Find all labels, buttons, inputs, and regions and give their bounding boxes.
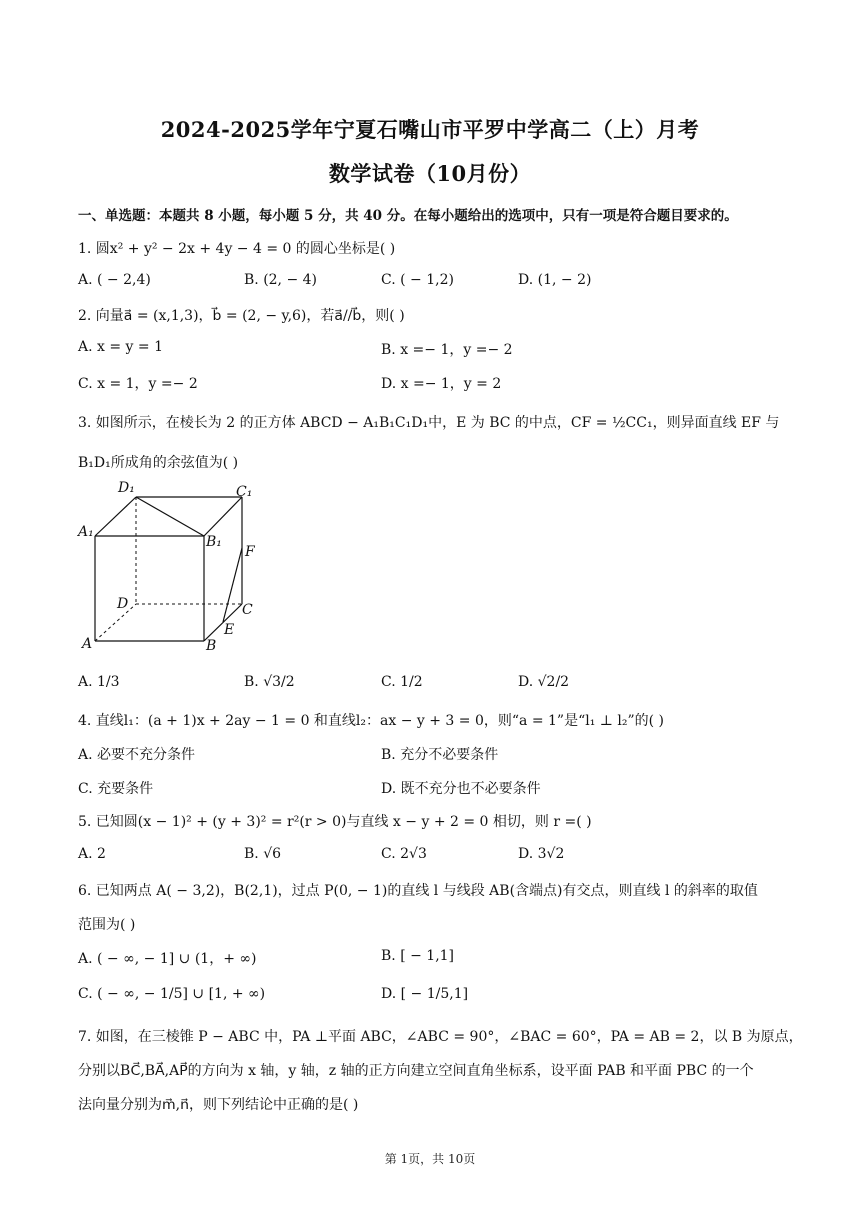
q1-option-c: C. ( − 1,2) [381,272,454,288]
question-7-stem-line3: 法向量分别为m⃗,n⃗，则下列结论中正确的是( ) [78,1097,359,1113]
edge-b-c [204,604,242,641]
label-c1: C₁ [236,484,253,500]
label-e: E [224,622,235,638]
question-3-stem-line1: 3. 如图所示，在棱长为 2 的正方体 ABCD − A₁B₁C₁D₁中，E 为 BC 的中点，CF = ½CC₁，则异面直线 EF 与 [78,415,780,431]
q5-option-d: D. 3√2 [518,846,565,862]
segment-ef [223,548,242,622]
q3-option-c: C. 1/2 [381,674,423,690]
page-footer: 第 1页，共 10页 [384,1152,476,1166]
exam-subtitle: 数学试卷（10月份） [328,161,532,186]
q4-option-a: A. 必要不充分条件 [78,747,196,763]
q4-option-d: D. 既不充分也不必要条件 [381,781,541,797]
edge-b1-c1 [204,497,242,536]
label-f: F [245,544,255,560]
question-3-stem-line2: B₁D₁所成角的余弦值为( ) [78,455,239,471]
q6-option-c: C. ( − ∞, − 1/5] ∪ [1, + ∞) [78,986,266,1002]
question-1-stem: 1. 圆x² + y² − 2x + 4y − 4 = 0 的圆心坐标是( ) [78,241,396,257]
q5-option-a: A. 2 [78,846,106,862]
question-2-stem: 2. 向量a⃗ = (x,1,3)，b⃗ = (2, − y,6)，若a⃗//b⃗，则( ) [78,308,405,324]
q5-option-b: B. √6 [244,846,282,862]
question-7-stem-line2: 分别以BC⃗,BA⃗,AP⃗的方向为 x 轴，y 轴，z 轴的正方向建立空间直角坐标系，设平面 PAB 和平面 PBC 的一个 [78,1063,754,1079]
question-6-stem-line1: 6. 已知两点 A( − 3,2)，B(2,1)，过点 P(0, − 1)的直线 l 与线段 AB(含端点)有交点，则直线 l 的斜率的取值 [78,883,758,899]
section-heading: 一、单选题：本题共 8 小题，每小题 5 分，共 40 分。在每小题给出的选项中，只有一项是符合题目要求的。 [78,208,738,224]
q2-option-d: D. x =− 1，y = 2 [381,376,502,392]
q4-option-c: C. 充要条件 [78,781,154,797]
q6-option-d: D. [ − 1/5,1] [381,986,469,1002]
label-a: A [82,636,93,652]
question-6-stem-line2: 范围为( ) [78,917,136,933]
q3-option-a: A. 1/3 [78,674,120,690]
question-4-stem: 4. 直线l₁：(a + 1)x + 2ay − 1 = 0 和直线l₂：ax − y + 3 = 0，则“a = 1”是“l₁ ⊥ l₂”的( ) [78,713,665,729]
q1-option-d: D. (1, − 2) [518,272,592,288]
label-a1: A₁ [78,524,94,540]
label-c: C [242,602,253,618]
q2-option-b: B. x =− 1，y =− 2 [381,342,513,358]
cube-figure [74,476,274,656]
question-7-stem-line1: 7. 如图，在三棱锥 P − ABC 中，PA ⊥平面 ABC，∠ABC = 90°，∠BAC = 60°，PA = AB = 2，以 B 为原点， [78,1029,803,1045]
q6-option-b: B. [ − 1,1] [381,948,455,964]
q3-option-b: B. √3/2 [244,674,295,690]
label-d1: D₁ [118,480,135,496]
question-5-stem: 5. 已知圆(x − 1)² + (y + 3)² = r²(r > 0)与直线 x − y + 2 = 0 相切，则 r =( ) [78,814,592,830]
exam-title: 2024-2025学年宁夏石嘴山市平罗中学高二（上）月考 [160,117,700,142]
q1-option-a: A. ( − 2,4) [78,272,151,288]
label-b1: B₁ [206,534,222,550]
label-b: B [206,638,217,654]
q5-option-c: C. 2√3 [381,846,427,862]
q2-option-c: C. x = 1，y =− 2 [78,376,198,392]
q3-option-d: D. √2/2 [518,674,570,690]
q1-option-b: B. (2, − 4) [244,272,318,288]
edge-d1-b1 [136,497,204,536]
edge-a1-d1 [95,497,136,536]
q4-option-b: B. 充分不必要条件 [381,747,499,763]
q6-option-a: A. ( − ∞, − 1] ∪ (1，+ ∞) [78,951,257,967]
q2-option-a: A. x = y = 1 [78,339,163,355]
edge-a-d-hidden [95,604,136,641]
label-d: D [117,596,129,612]
